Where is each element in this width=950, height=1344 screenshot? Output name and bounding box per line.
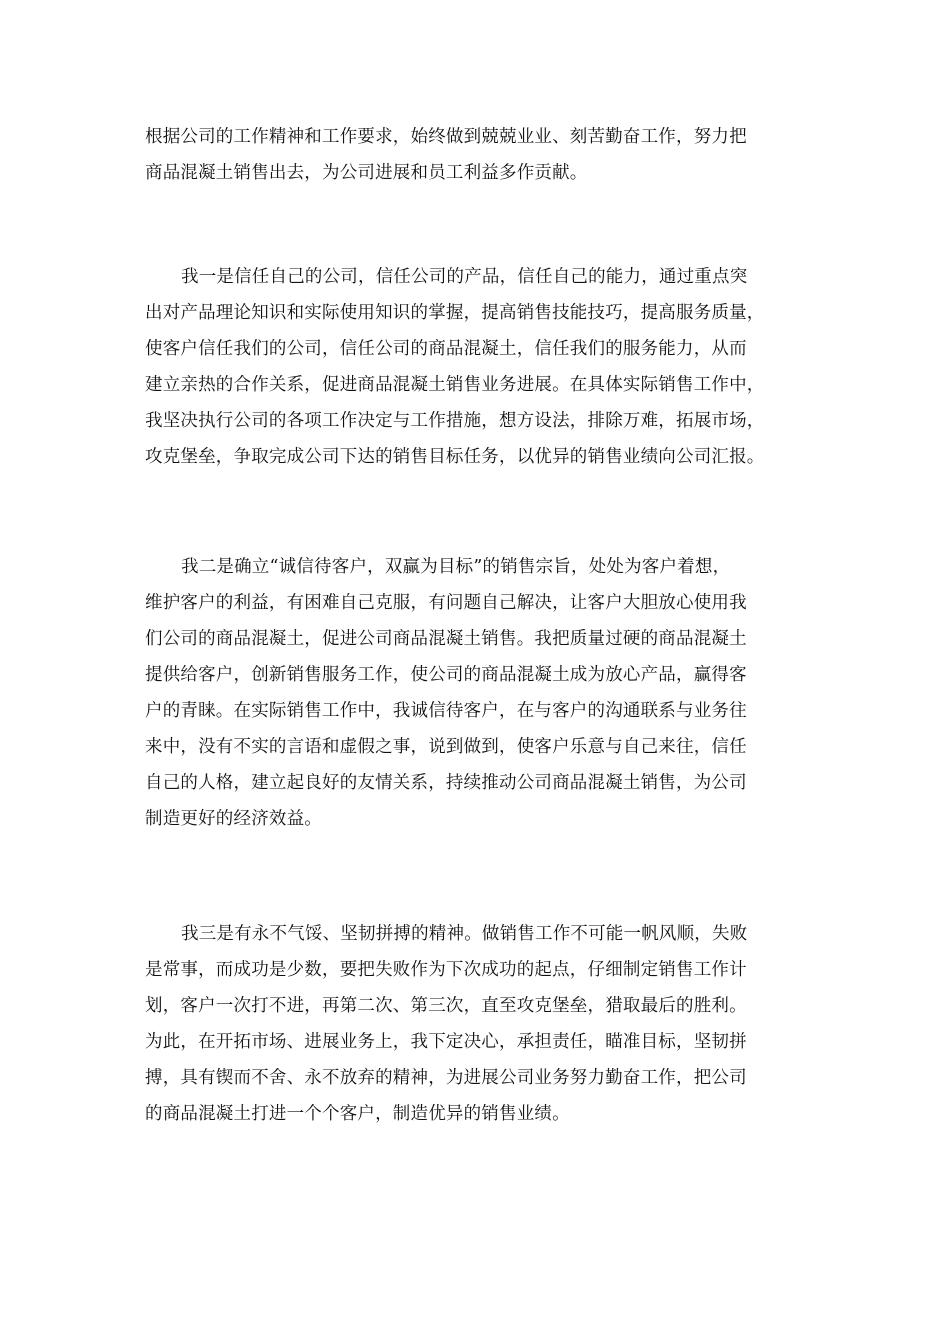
text-line: 是常事，而成功是少数，要把失败作为下次成功的起点，仔细制定销售工作计	[145, 960, 747, 980]
text-line: 提供给客户，创新销售服务工作，使公司的商品混凝土成为放心产品，赢得客	[145, 665, 747, 685]
paragraph-2	[145, 259, 810, 475]
text-line: 们公司的商品混凝土，促进公司商品混凝土销售。我把质量过硬的商品混凝土	[145, 629, 747, 649]
text-line: 出对产品理论知识和实际使用知识的掌握，提高销售技能技巧，提高服务质量，	[145, 303, 765, 323]
text-line: 的商品混凝土打进一个个客户，制造优异的销售业绩。	[145, 1104, 570, 1124]
text-line: 搏，具有锲而不舍、永不放弃的精神，为进展公司业务努力勤奋工作，把公司	[145, 1068, 747, 1088]
paragraph-1	[145, 119, 810, 191]
text-line: 划，客户一次打不进，再第二次、第三次，直至攻克堡垒，猎取最后的胜利。	[145, 996, 747, 1016]
text-line: 制造更好的经济效益。	[145, 809, 322, 829]
text-line: 自己的人格，建立起良好的友情关系，持续推动公司商品混凝土销售，为公司	[145, 773, 747, 793]
text-line: 我坚决执行公司的各项工作决定与工作措施，想方设法，排除万难，拓展市场，	[145, 411, 765, 431]
text-line: 使客户信任我们的公司，信任公司的商品混凝土，信任我们的服务能力，从而	[145, 339, 747, 359]
text-line: 攻克堡垒，争取完成公司下达的销售目标任务，以优异的销售业绩向公司汇报。	[145, 447, 765, 467]
text-line: 户的青睐。在实际销售工作中，我诚信待客户，在与客户的沟通联系与业务往	[145, 701, 747, 721]
text-line: 来中，没有不实的言语和虚假之事，说到做到，使客户乐意与自己来往，信任	[145, 737, 747, 757]
text-line: 为此，在开拓市场、进展业务上，我下定决心，承担责任，瞄准目标，坚韧拼	[145, 1032, 747, 1052]
text-line: 我三是有永不气馁、坚韧拼搏的精神。做销售工作不可能一帆风顺，失败	[181, 924, 748, 944]
text-line: 根据公司的工作精神和工作要求，始终做到兢兢业业、刻苦勤奋工作，努力把	[145, 127, 747, 147]
paragraph-4	[145, 916, 810, 1132]
text-line: 我二是确立“诚信待客户，双赢为目标”的销售宗旨，处处为客户着想，	[181, 557, 731, 577]
text-line: 商品混凝土销售出去，为公司进展和员工利益多作贡献。	[145, 163, 588, 183]
text-line: 我一是信任自己的公司，信任公司的产品，信任自己的能力，通过重点突	[181, 267, 748, 287]
text-line: 建立亲热的合作关系，促进商品混凝土销售业务进展。在具体实际销售工作中，	[145, 375, 765, 395]
text-line: 维护客户的利益，有困难自己克服，有问题自己解决，让客户大胆放心使用我	[145, 593, 747, 613]
paragraph-3	[145, 549, 810, 837]
